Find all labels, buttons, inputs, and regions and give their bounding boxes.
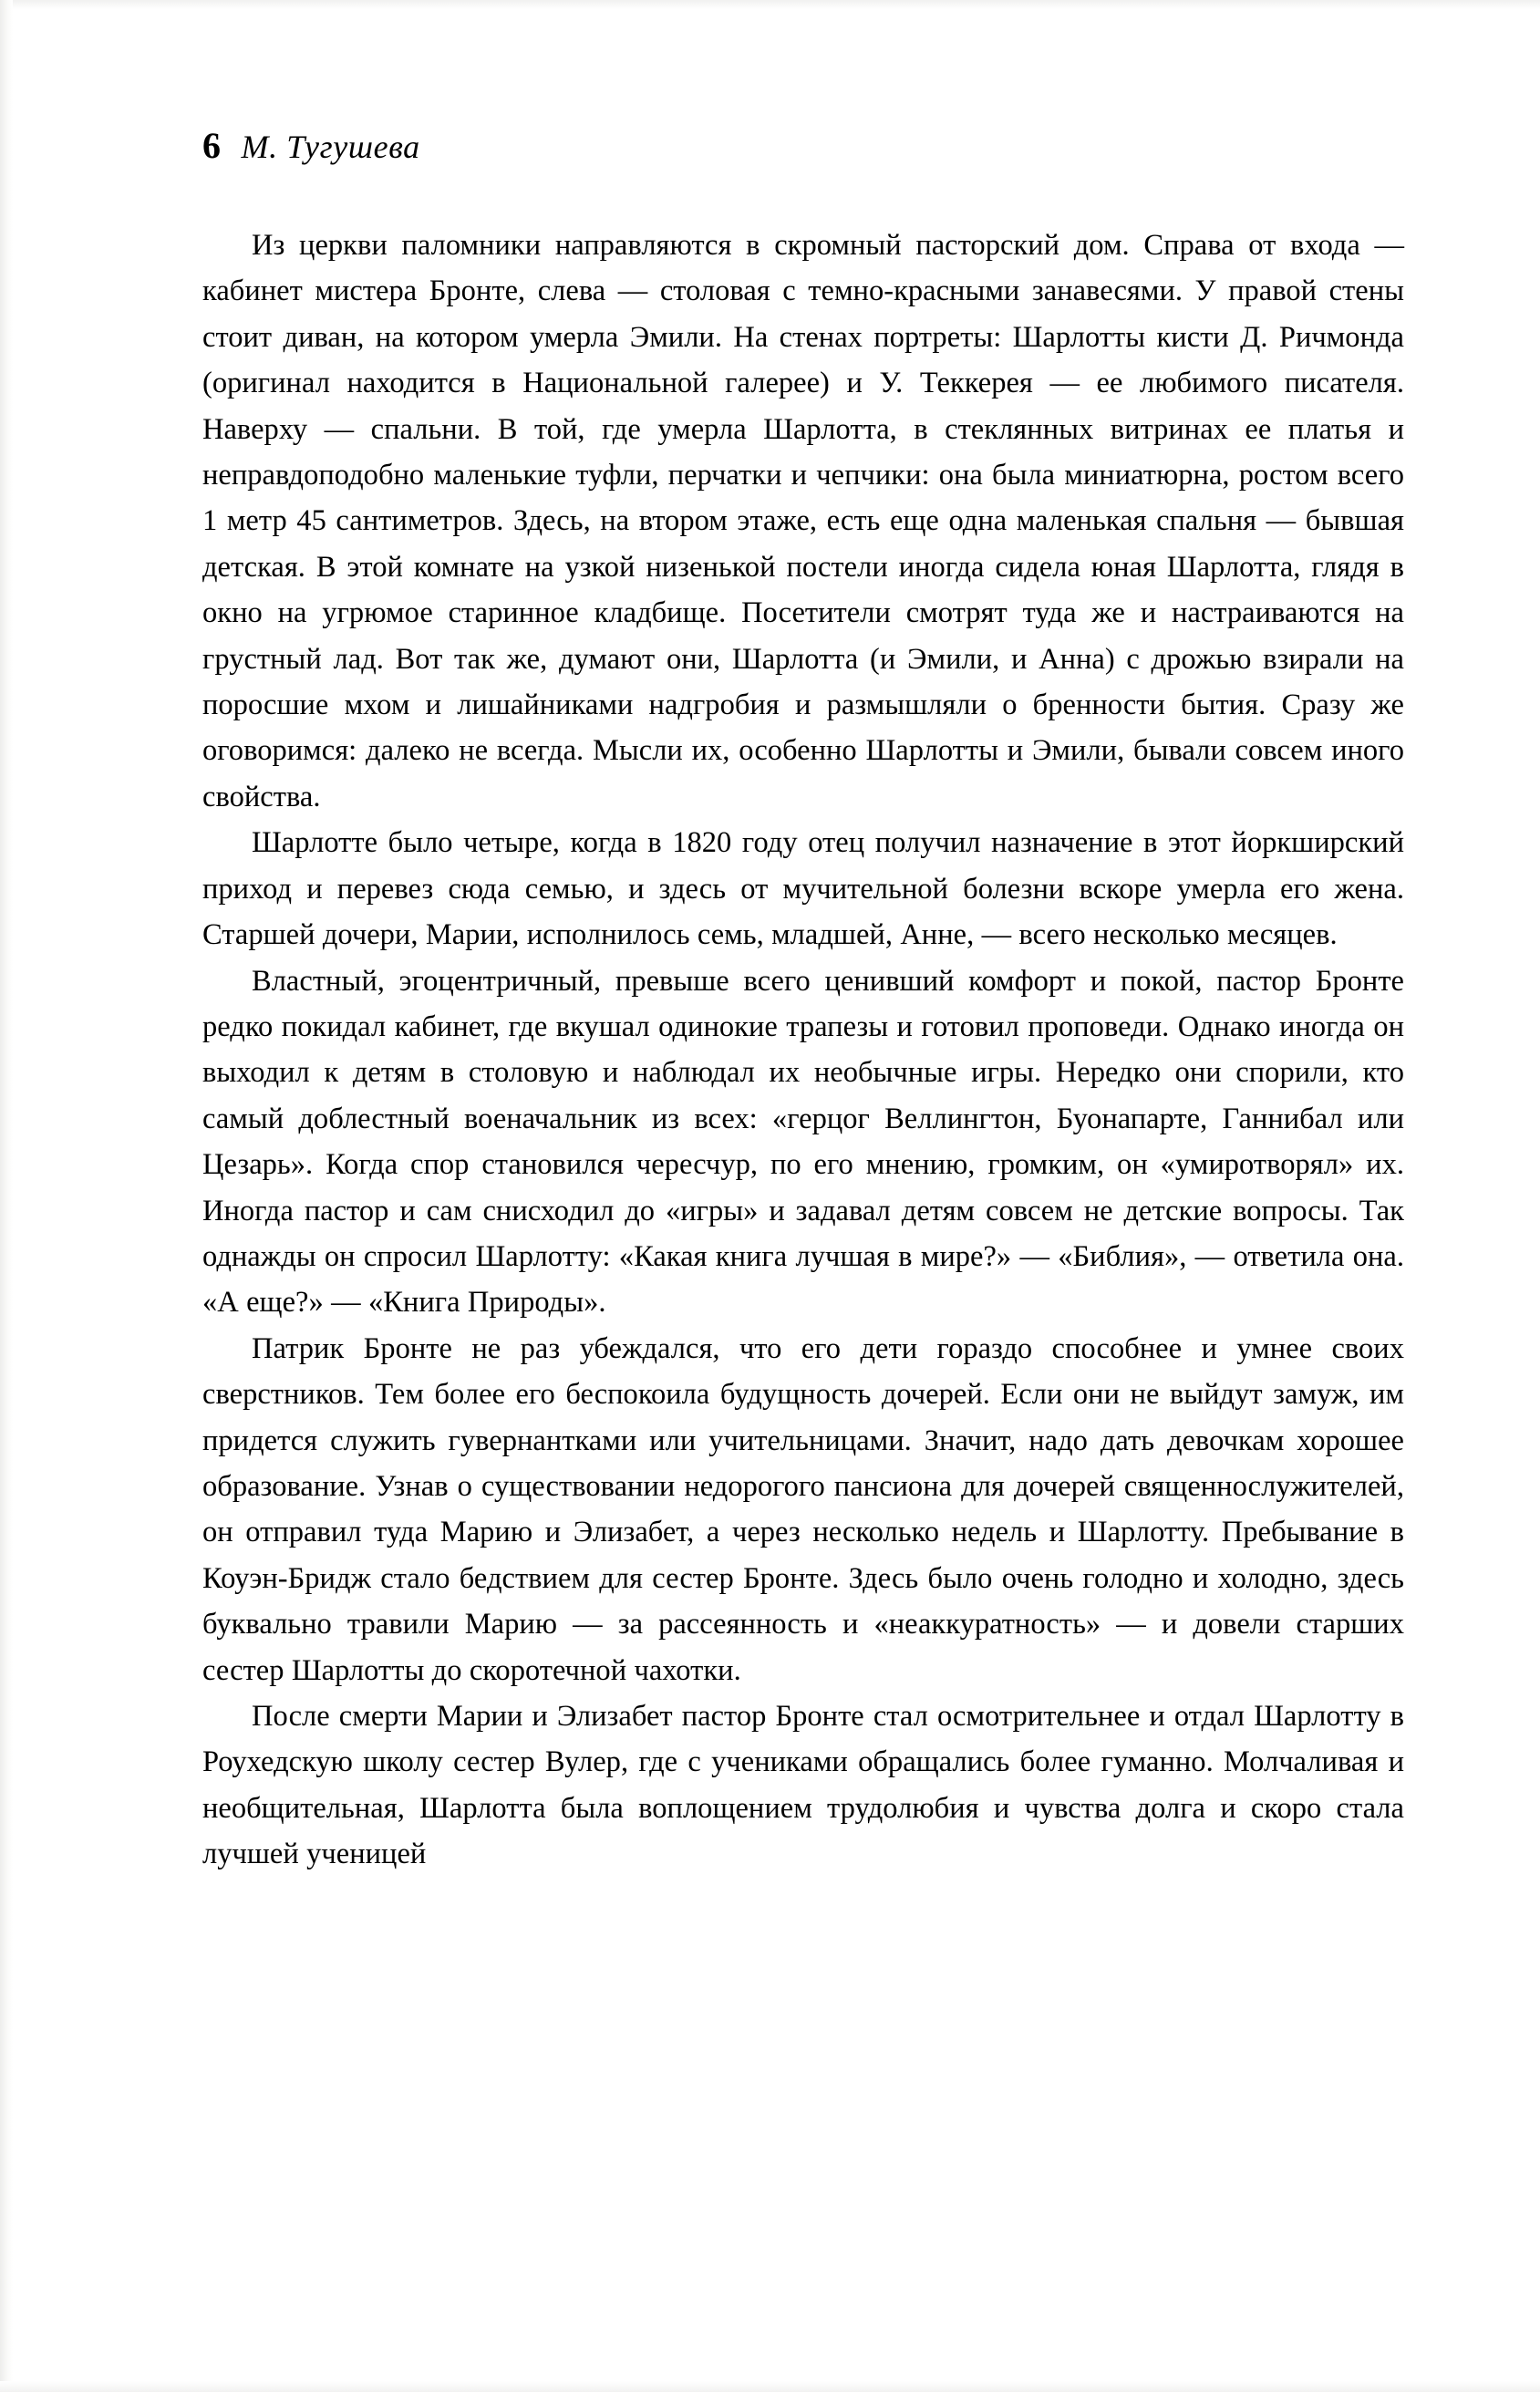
paragraph: Властный, эгоцентричный, превыше всего ценивший комфорт и покой, пастор Бронте редко покидал кабинет, где вкушал одинокие трапезы и готовил проповеди. Однако иногда он выходил к детям в столовую и наблюдал их необычные игры. Нередко они спорили, кто самый доблестный военачальник из всех: «герцог Веллингтон, Буонапарте, Ганнибал или Цезарь». Когда спор становился чересчур, по его мнению, громким, он «умиротворял» их. Иногда пастор и сам снисходил до «игры» и задавал детям совсем не детские вопросы. Так однажды он спросил Шарлотту: «Какая книга лучшая в мире?» — «Библия», — ответила она. «А еще?» — «Книга Природы».	[202, 964, 1404, 1320]
page-number: 6	[202, 125, 222, 166]
scan-edge-top	[0, 0, 1540, 9]
paragraph: Патрик Бронте не раз убеждался, что его дети гораздо способнее и умнее своих сверстников. Тем более его беспокоила будущность дочерей. Если они не выйдут замуж, им придется служить гувернантками или учительницами. Значит, надо дать девочкам хорошее образование. Узнав о существовании недорогого пансиона для дочерей священнослужителей, он отправил туда Марию и Элизабет, а через несколько недель и Шарлотту. Пребывание в Коуэн-Бридж стало бедствием для сестер Бронте. Здесь было очень голодно и холодно, здесь буквально травили Марию — за рассеянность и «неаккуратность» — и довели старших сестер Шарлотты до скоротечной чахотки.	[202, 1331, 1404, 1687]
scan-edge-left	[0, 0, 13, 2392]
running-head	[202, 125, 1404, 175]
paragraph: Из церкви паломники направляются в скромный пасторский дом. Справа от входа — кабинет мистера Бронте, слева — столовая с темно-красными занавесями. У правой стены стоит диван, на котором умерла Эмили. На стенах портреты: Шарлотты кисти Д. Ричмонда (оригинал находится в Национальной галерее) и У. Теккерея — ее любимого писателя. Наверху — спальни. В той, где умерла Шарлотта, в стеклянных витринах ее платья и неправдоподобно маленькие туфли, перчатки и чепчики: она была миниатюрна, ростом всего 1 метр 45 сантиметров. Здесь, на втором этаже, есть еще одна маленькая спальня — бывшая детская. В этой комнате на узкой низенькой постели иногда сидела юная Шарлотта, глядя в окно на угрюмое старинное кладбище. Посетители смотрят туда же и настраиваются на грустный лад. Вот так же, думают они, Шарлотта (и Эмили, и Анна) с дрожью взирали на поросшие мхом и лишайниками надгробия и размышляли о бренности бытия. Сразу же оговоримся: далеко не всегда. Мысли их, особенно Шарлотты и Эмили, бывали совсем иного свойства.	[202, 229, 1404, 813]
paragraph: Шарлотте было четыре, когда в 1820 году отец получил назначение в этот йоркширский приход и перевез сюда семью, и здесь от мучительной болезни вскоре умерла его жена. Старшей дочери, Марии, исполнилось семь, младшей, Анне, — всего несколько месяцев.	[202, 826, 1404, 952]
running-head-author: М. Тугушева	[241, 129, 420, 165]
paragraph: После смерти Марии и Элизабет пастор Бронте стал осмотрительнее и отдал Шарлотту в Роухедскую школу сестер Вулер, где с учениками обращались более гуманно. Молчаливая и необщительная, Шарлотта была воплощением трудолюбия и чувства долга и скоро стала лучшей ученицей	[202, 1700, 1404, 1871]
text-block	[202, 125, 1404, 1878]
scan-edge-bottom	[0, 2381, 1540, 2392]
body-text	[202, 223, 1404, 1878]
